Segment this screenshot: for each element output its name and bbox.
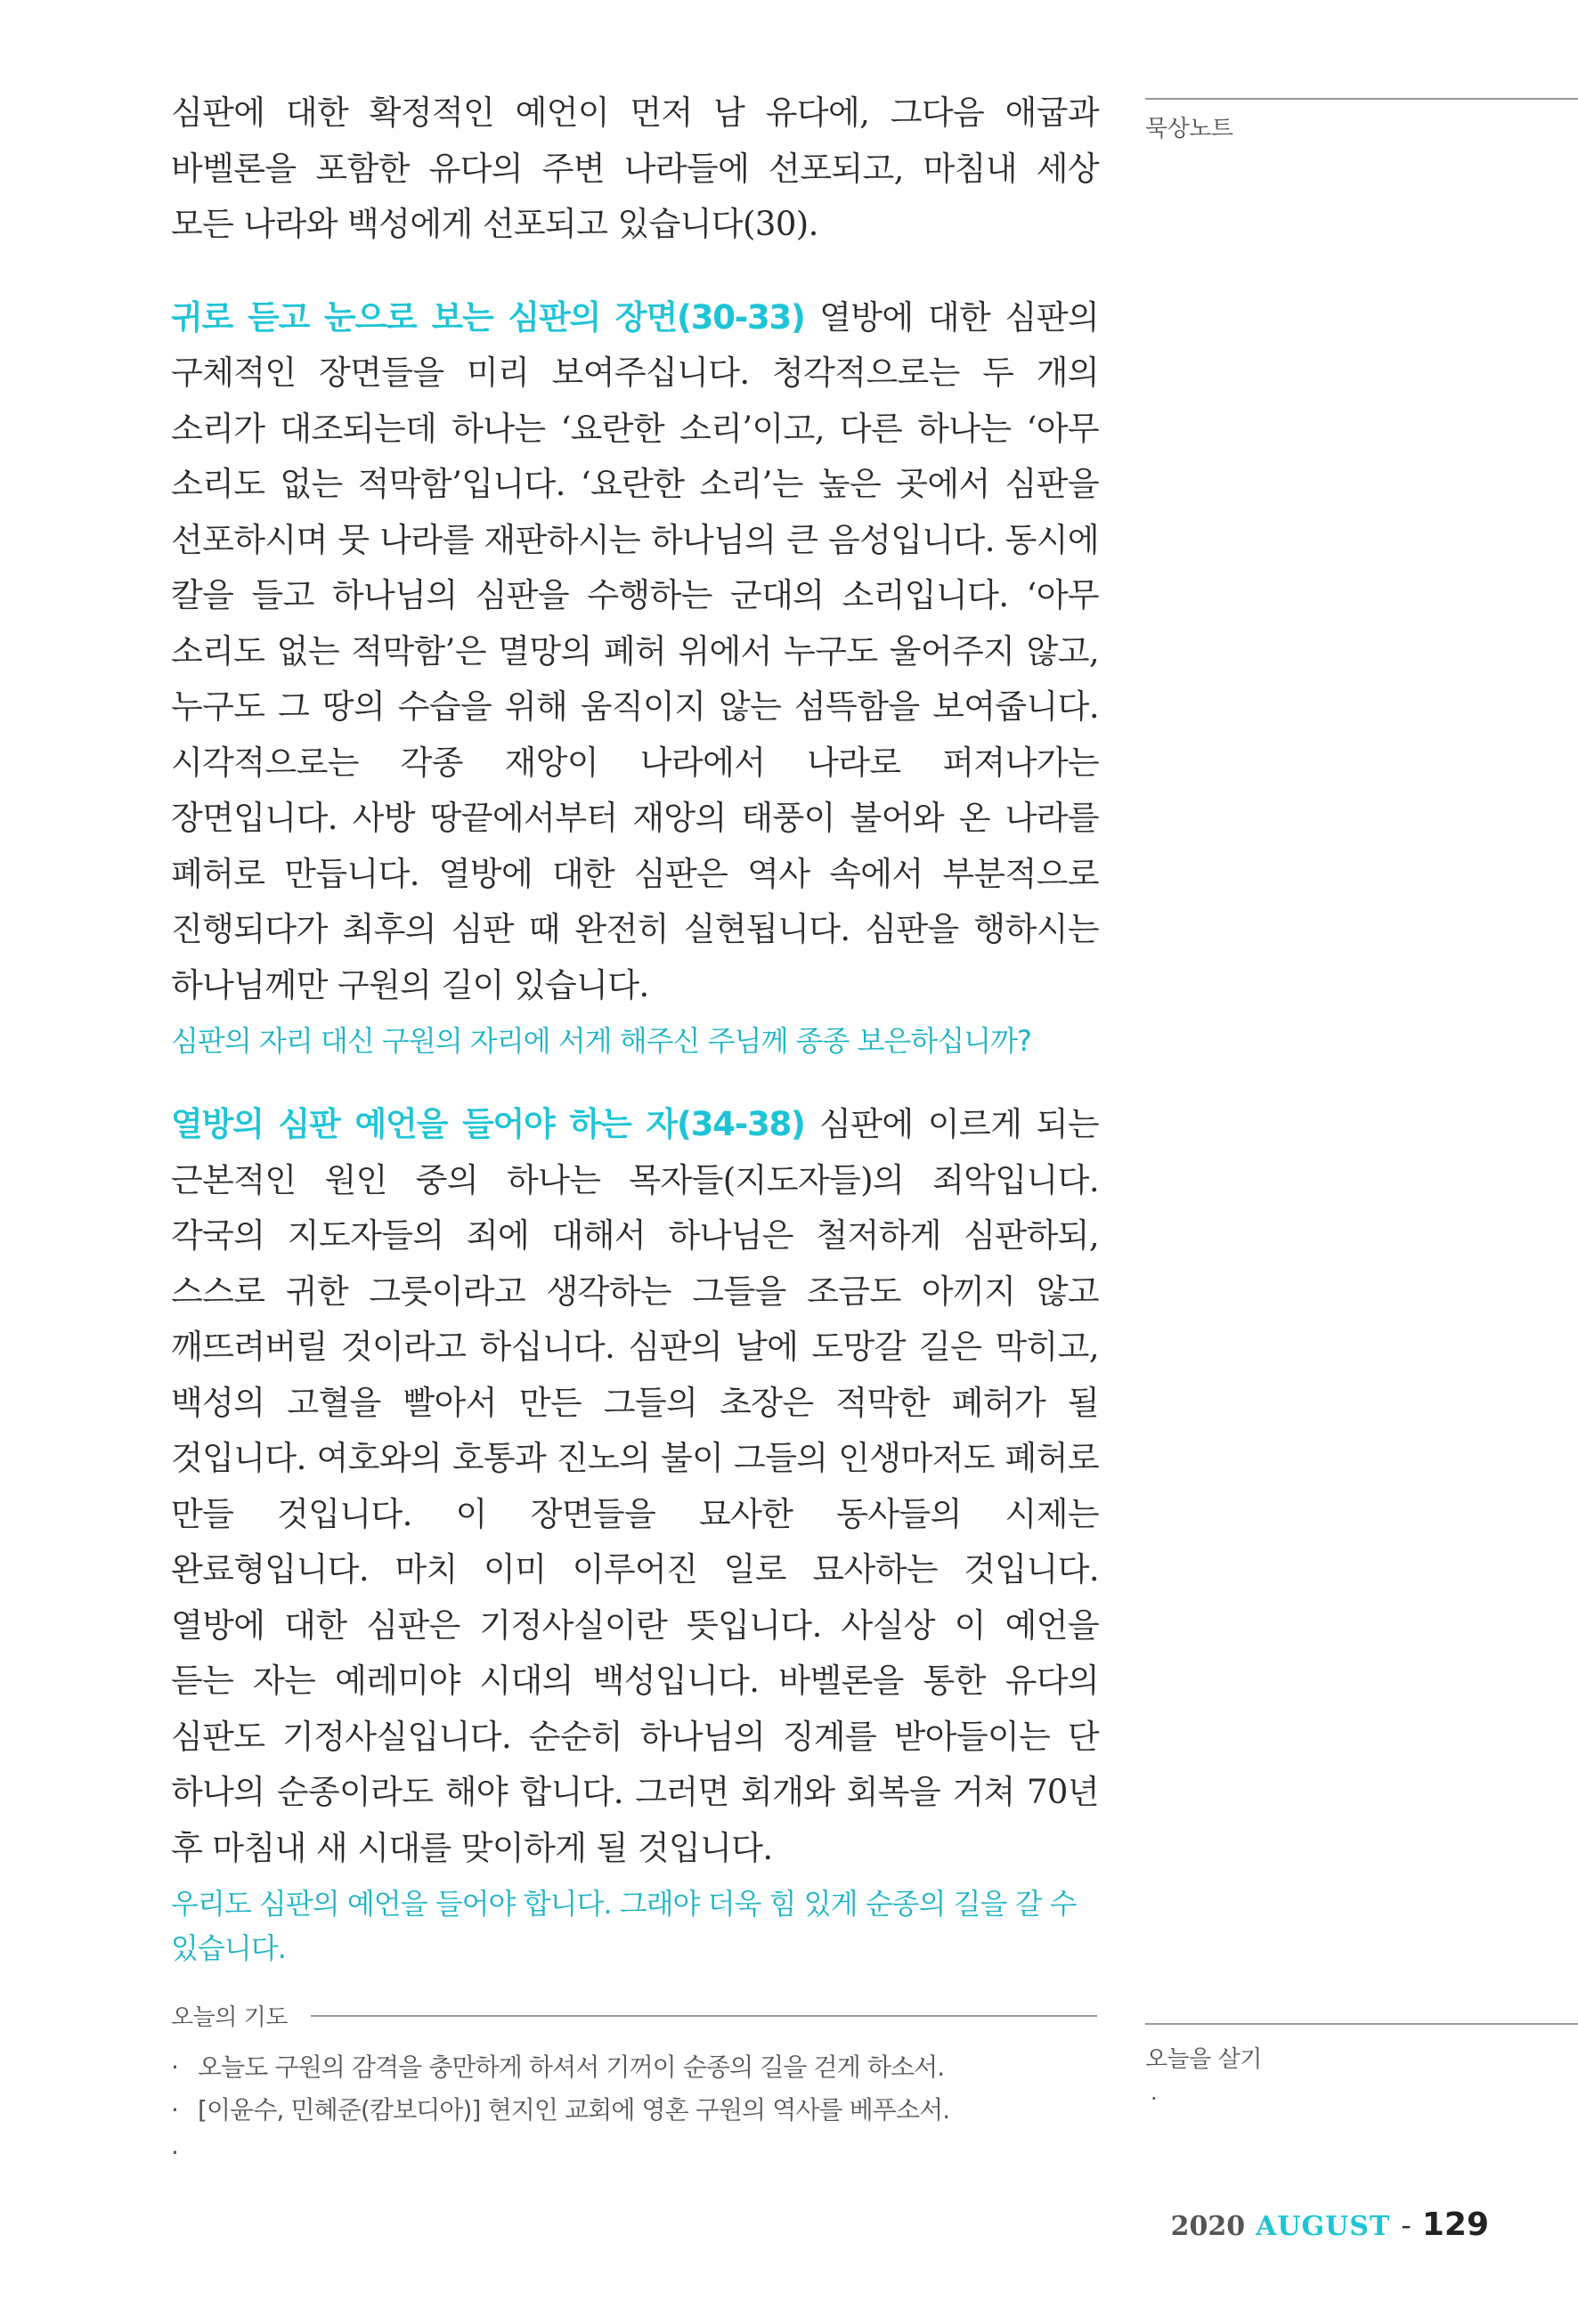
main-column [171,85,1099,1971]
prayer-item-text: [이윤수, 민혜준(캄보디아)] 현지인 교회에 영혼 구원의 역사를 베푸소서. [198,2095,950,2125]
prayer-bullet: · [171,2138,179,2167]
page-footer [1171,2206,1489,2243]
section-judgment-scene [171,290,1099,1014]
reflection-question-2: 우리도 심판의 예언을 들어야 합니다. 그래야 더욱 힘 있게 순종의 길을 갈 수 있습니다. [171,1887,1077,1965]
prayer-title: 오늘의 기도 [171,2004,288,2031]
reflection-question-1: 심판의 자리 대신 구원의 자리에 서게 해주신 주님께 종종 보은하십니까? [171,1024,1031,1058]
prayer-bullet: · [171,2095,179,2125]
prayer-item-text: 오늘도 구원의 감격을 충만하게 하셔서 기꺼이 순종의 길을 걷게 하소서. [198,2052,945,2082]
today-living-label: 오늘을 살기 [1145,2046,1262,2073]
section-heading-hear-prophecy: 열방의 심판 예언을 들어야 하는 자(34-38) [171,1105,805,1143]
prayer-box [171,1999,1097,2174]
prayer-list [171,2046,1097,2174]
section-text-hear-prophecy: 심판에 이르게 되는 근본적인 원인 중의 하나는 목자들(지도자들)의 죄악입니다. 각국의 지도자들의 죄에 대해서 하나님은 철저하게 심판하되, 스스로 귀한 그릇이라고 생각하는 그들을 조금도 아끼지 않고 깨뜨려버릴 것이라고 하십니다. 심판의 날에 도망갈 길은 막히고, 백성의 고혈을 빨아서 만든 그들의 초장은 적막한 폐허가 될 것입니다. 여호와의 호통과 진노의 불이 그들의 인생마저도 폐허로 만들 것입니다. 이 장면들을 묘사한 동사들의 시제는 완료형입니다. 마치 이미 이루어진 일로 묘사하는 것입니다. 열방에 대한 심판은 기정사실이란 뜻입니다. 사실상 이 예언을 듣는 자는 예레미야 시대의 백성입니다. 바벨론을 통한 유다의 심판도 기정사실입니다. 순순히 하나님의 징계를 받아들이는 단 하나의 순종이라도 해야 합니다. 그러면 회개와 회복을 거쳐 70년 후 마침내 새 시대를 맞이하게 될 것입니다. [171,1105,1099,1867]
meditation-note-label: 묵상노트 [1145,116,1233,142]
section-heading-judgment-scene: 귀로 듣고 눈으로 보는 심판의 장면(30-33) [171,297,805,337]
today-living-bullet: · [1151,2086,1158,2111]
footer-dash: - [1401,2208,1411,2242]
section-hear-prophecy [171,1097,1099,1876]
intro-paragraph: 심판에 대한 확정적인 예언이 먼저 남 유다에, 그다음 애굽과 바벨론을 포함한 유다의 주변 나라들에 선포되고, 마침내 세상 모든 나라와 백성에게 선포되고 있습니다(30). [171,93,1099,243]
prayer-rule [311,2015,1097,2017]
sidebar-top-rule [1145,98,1578,100]
prayer-item [171,2046,1097,2089]
prayer-header [171,1999,1097,2032]
footer-year: 2020 [1170,2211,1246,2242]
sidebar-bottom-rule [1145,2023,1578,2025]
prayer-item [171,2089,1097,2132]
section-text-judgment-scene: 열방에 대한 심판의 구체적인 장면들을 미리 보여주십니다. 청각적으로는 두 개의 소리가 대조되는데 하나는 ‘요란한 소리’이고, 다른 하나는 ‘아무 소리도 없는 적막함’입니다. ‘요란한 소리’는 높은 곳에서 심판을 선포하시며 뭇 나라를 재판하시는 하나님의 큰 음성입니다. 동시에 칼을 들고 하나님의 심판을 수행하는 군대의 소리입니다. ‘아무 소리도 없는 적막함’은 멸망의 폐허 위에서 누구도 울어주지 않고, 누구도 그 땅의 수습을 위해 움직이지 않는 섬뜩함을 보여줍니다. 시각적으로는 각종 재앙이 나라에서 나라로 퍼져나가는 장면입니다. 사방 땅끝에서부터 재앙의 태풍이 불어와 온 나라를 폐허로 만듭니다. 열방에 대한 심판은 역사 속에서 부분적으로 진행되다가 최후의 심판 때 완전히 실현됩니다. 심판을 행하시는 하나님께만 구원의 길이 있습니다. [171,297,1099,1004]
footer-month: AUGUST [1256,2211,1391,2242]
prayer-bullet: · [171,2052,179,2082]
prayer-item [171,2132,1097,2174]
page-number: 129 [1421,2206,1489,2243]
